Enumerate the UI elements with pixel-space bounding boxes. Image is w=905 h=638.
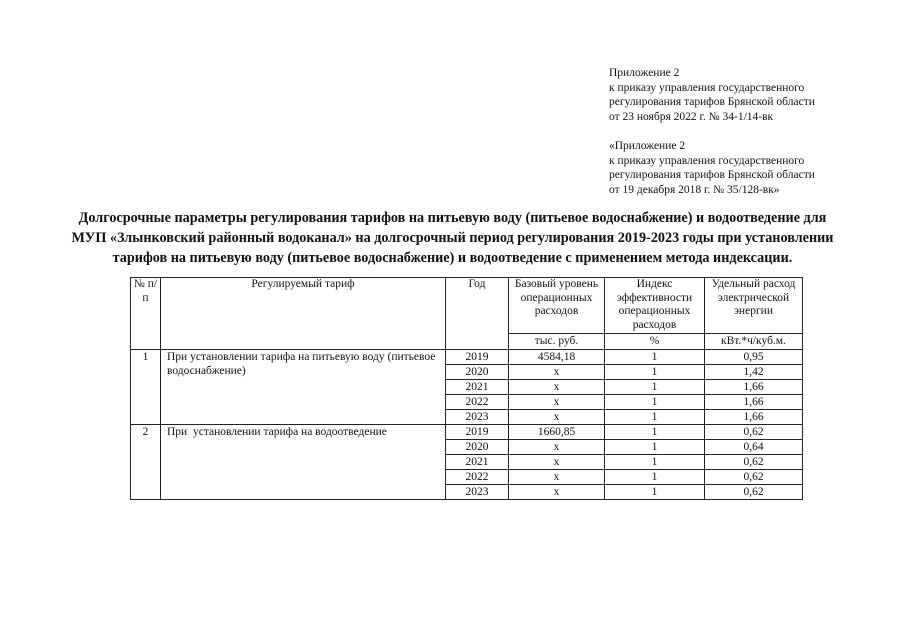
cell-base-opex: x — [509, 455, 605, 470]
cell-efficiency-index: 1 — [605, 380, 705, 395]
title-line: Долгосрочные параметры регулирования тарифов на питьевую воду (питьевое водоснабжение) и водоотведение для — [78, 210, 827, 226]
table-row — [131, 425, 803, 440]
cell-base-opex: 1660,85 — [509, 425, 605, 440]
cell-year: 2021 — [446, 380, 509, 395]
document-title — [60, 208, 845, 268]
header-tariff: Регулируемый тариф — [161, 278, 446, 350]
cell-efficiency-index: 1 — [605, 455, 705, 470]
cell-energy: 0,62 — [705, 485, 803, 500]
cell-base-opex: x — [509, 470, 605, 485]
cell-energy: 1,66 — [705, 380, 803, 395]
cell-energy: 0,62 — [705, 425, 803, 440]
cell-base-opex: x — [509, 485, 605, 500]
cell-efficiency-index: 1 — [605, 470, 705, 485]
appendix-line: от 23 ноября 2022 г. № 34-1/14-вк — [609, 110, 774, 123]
table-row — [131, 350, 803, 365]
header-efficiency-index: Индекс эффективности операционных расходов — [605, 278, 705, 334]
appendix-line: Приложение 2 — [609, 67, 680, 79]
cell-efficiency-index: 1 — [605, 440, 705, 455]
cell-efficiency-index: 1 — [605, 350, 705, 365]
header-base-opex: Базовый уровень операционных расходов — [509, 278, 605, 334]
appendix-line: «Приложение 2 — [609, 140, 686, 152]
appendix-current — [609, 66, 815, 124]
row-num: 2 — [131, 425, 161, 500]
tariff-name: При установлении тарифа на водоотведение — [161, 425, 446, 500]
header-energy-consumption: Удельный расход электрической энергии — [705, 278, 803, 334]
cell-year: 2021 — [446, 455, 509, 470]
cell-energy: 0,95 — [705, 350, 803, 365]
cell-efficiency-index: 1 — [605, 425, 705, 440]
appendix-line: регулирования тарифов Брянской области — [609, 169, 815, 181]
cell-year: 2022 — [446, 395, 509, 410]
cell-year: 2023 — [446, 410, 509, 425]
cell-energy: 1,42 — [705, 365, 803, 380]
cell-year: 2022 — [446, 470, 509, 485]
cell-energy: 1,66 — [705, 410, 803, 425]
cell-year: 2020 — [446, 440, 509, 455]
cell-energy: 0,64 — [705, 440, 803, 455]
cell-year: 2020 — [446, 365, 509, 380]
cell-efficiency-index: 1 — [605, 365, 705, 380]
unit-base-opex: тыс. руб. — [509, 334, 605, 350]
cell-year: 2019 — [446, 350, 509, 365]
cell-base-opex: x — [509, 395, 605, 410]
appendix-line: к приказу управления государственного — [609, 154, 805, 167]
unit-efficiency-index: % — [605, 334, 705, 350]
tariff-parameters-table — [130, 277, 803, 500]
cell-efficiency-index: 1 — [605, 395, 705, 410]
title-line: МУП «Злынковский районный водоканал» на долгосрочный период регулирования 2019-2023 годы при установлении — [71, 230, 834, 246]
cell-base-opex: x — [509, 440, 605, 455]
row-num: 1 — [131, 350, 161, 425]
cell-efficiency-index: 1 — [605, 485, 705, 500]
unit-energy-consumption: кВт.*ч/куб.м. — [705, 334, 803, 350]
cell-year: 2019 — [446, 425, 509, 440]
cell-base-opex: x — [509, 380, 605, 395]
appendix-original — [609, 139, 815, 197]
header-year: Год — [446, 278, 509, 350]
cell-base-opex: 4584,18 — [509, 350, 605, 365]
appendix-line: от 19 декабря 2018 г. № 35/128-вк» — [609, 183, 780, 196]
cell-year: 2023 — [446, 485, 509, 500]
cell-efficiency-index: 1 — [605, 410, 705, 425]
cell-energy: 1,66 — [705, 395, 803, 410]
cell-energy: 0,62 — [705, 470, 803, 485]
header-num: № п/п — [131, 278, 161, 350]
cell-base-opex: x — [509, 365, 605, 380]
tariff-name: При установлении тарифа на питьевую воду (питьевое водоснабжение) — [161, 350, 446, 425]
title-line: тарифов на питьевую воду (питьевое водоснабжение) и водоотведение с применением метода индексации. — [112, 250, 793, 266]
cell-base-opex: x — [509, 410, 605, 425]
appendix-line: регулирования тарифов Брянской области — [609, 96, 815, 108]
cell-energy: 0,62 — [705, 455, 803, 470]
appendix-line: к приказу управления государственного — [609, 81, 805, 94]
